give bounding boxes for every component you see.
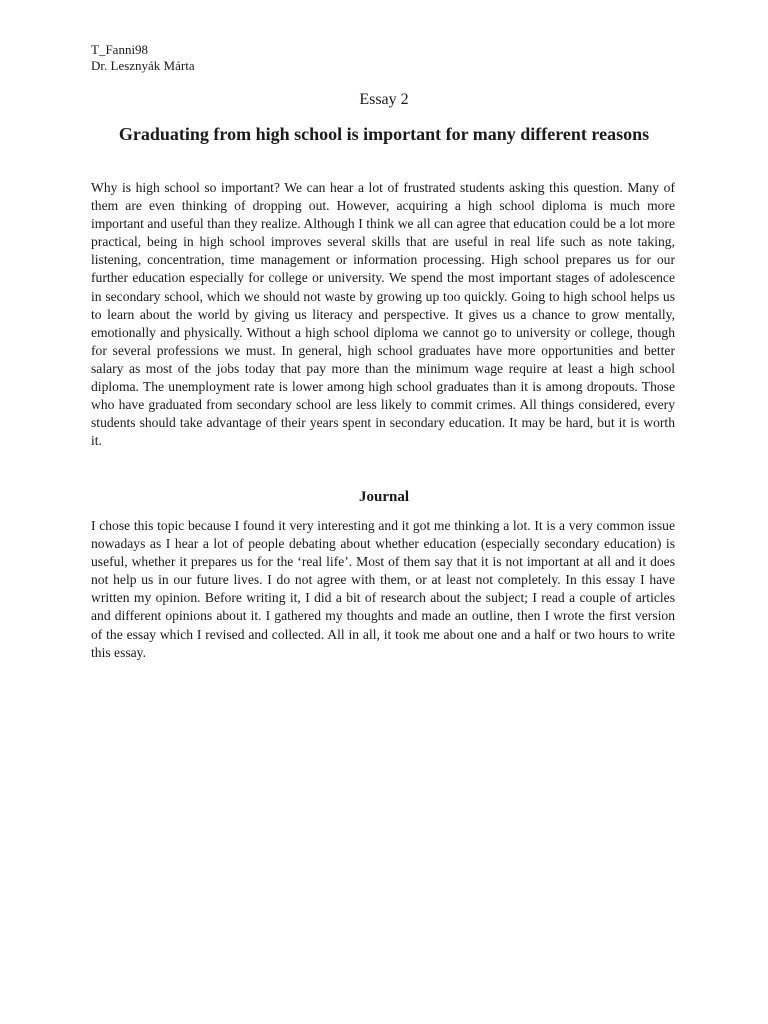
essay-body-paragraph: Why is high school so important? We can hear a lot of frustrated students asking this question. Many of them are even thinking of dropping out. However, acquiring a high school diploma is much more important and useful than they realize. Although I think we all can agree that education could be a lot more practical, being in high school improves several skills that are useful in real life such as note taking, listening, concentration, time management or information processing. High school prepares us for our further education especially for college or university. We spend the most important stages of adolescence in secondary school, which we should not waste by growing up too quickly. Going to high school helps us to learn about the world by giving us literacy and perspective. It gives us a chance to grow mentally, emotionally and physically. Without a high school diploma we cannot go to university or college, though for several professions we must. In general, high school graduates have more opportunities and better salary as most of the jobs today that pay more than the minimum wage require at least a high school diploma. The unemployment rate is lower among high school graduates than it is among dropouts. Those who have graduated from secondary school are less likely to commit crimes. All things considered, every students should take advantage of their years spent in secondary education. It may be hard, but it is worth it. <box>91 180 675 449</box>
instructor-name: Dr. Lesznyák Márta <box>91 58 195 73</box>
essay-title: Graduating from high school is important for many different reasons <box>118 124 650 144</box>
journal-body-paragraph: I chose this topic because I found it very interesting and it got me thinking a lot. It is a very common issue nowadays as I hear a lot of people debating about whether education (especially secondary education) is useful, whether it prepares us for the ‘real life’. Most of them say that it is not important at all and it does not help us in our future lives. I do not agree with them, or at least not completely. In this essay I have written my opinion. Before writing it, I did a bit of research about the subject; I read a couple of articles and different opinions about it. I gathered my thoughts and made an outline, then I wrote the first version of the essay which I revised and collected. All in all, it took me about one and a half or two hours to write this essay. <box>91 518 675 660</box>
author-name: T_Fanni98 <box>91 42 149 57</box>
author-block <box>91 42 195 74</box>
journal-heading: Journal <box>358 489 409 505</box>
essay-label: Essay 2 <box>359 91 409 108</box>
